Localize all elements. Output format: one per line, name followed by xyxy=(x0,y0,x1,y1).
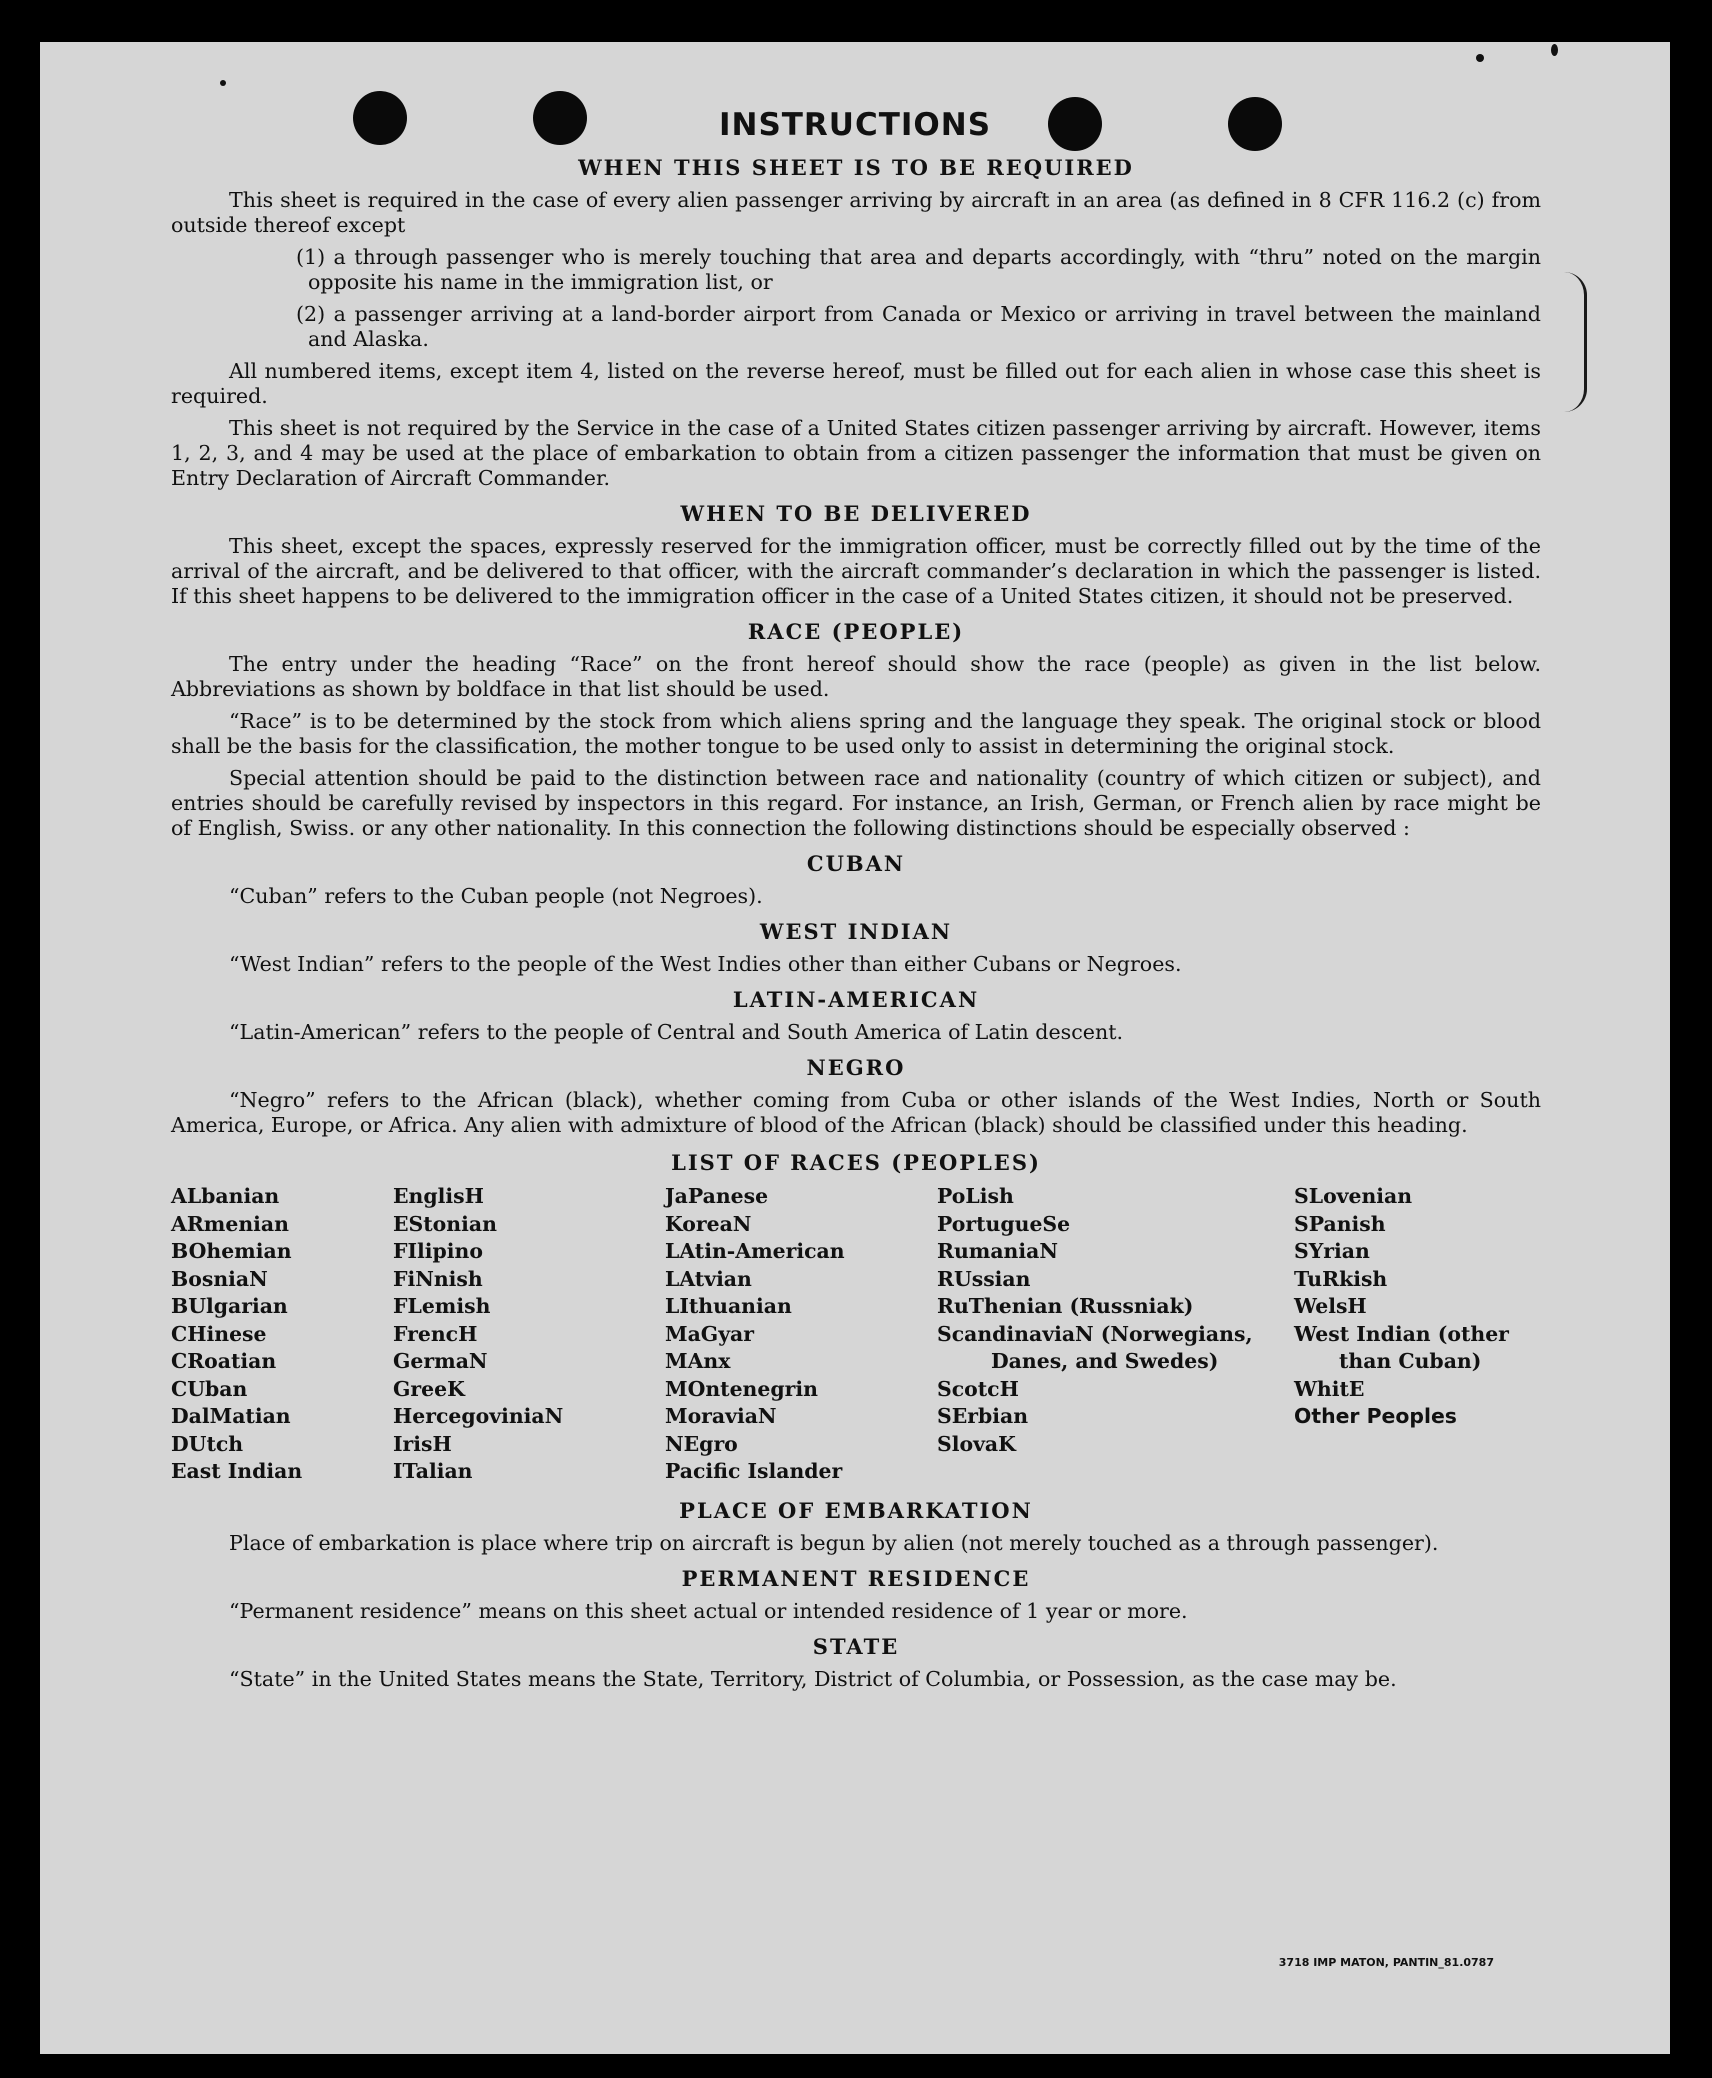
race-item: ScandinaviaN (Norwegians, Danes, and Swedes) xyxy=(937,1321,1253,1373)
paragraph: Place of embarkation is place where trip on aircraft is begun by alien (not merely touched as a through passenger). xyxy=(229,1530,1439,1555)
paragraph: “Latin-American” refers to the people of Central and South America of Latin descent. xyxy=(229,1020,1124,1044)
race-item: MaGyar xyxy=(665,1321,754,1346)
race-item: ScotcH xyxy=(937,1376,1019,1401)
race-item: MOntenegrin xyxy=(665,1376,818,1401)
heading-latin-american: LATIN-AMERICAN xyxy=(732,987,980,1012)
race-item: SYrian xyxy=(1294,1239,1370,1263)
paragraph: This sheet, except the spaces, expressly reserved for the immigration officer, must be correctly filled out by the time of the arrival of the aircraft, and be delivered to that officer, with the aircraft commander’s declaration in which the passenger is listed. If this sheet happens to be delivered to the immigration officer in the case of a United States citizen, it should not be preserved. xyxy=(171,534,1541,608)
race-item: LAtvian xyxy=(665,1266,752,1291)
heading-negro: NEGRO xyxy=(806,1055,906,1080)
race-item: EStonian xyxy=(393,1211,497,1236)
paragraph: “Permanent residence” means on this sheet actual or intended residence of 1 year or more. xyxy=(229,1598,1188,1623)
race-item: West Indian (other than Cuban) xyxy=(1294,1321,1509,1373)
race-item: CRoatian xyxy=(171,1349,277,1373)
race-item: MAnx xyxy=(665,1349,731,1373)
race-item: FIlipino xyxy=(393,1239,483,1263)
speck xyxy=(220,80,226,86)
heading-state: STATE xyxy=(812,1633,900,1659)
document-page xyxy=(40,42,1670,2054)
heading-when-required: WHEN THIS SHEET IS TO BE REQUIRED xyxy=(578,155,1134,180)
race-item: CHinese xyxy=(171,1321,267,1346)
race-item: BUlgarian xyxy=(171,1294,288,1318)
list-item: (2) a passenger arriving at a land-border airport from Canada or Mexico or arriving in travel between the mainland and Alaska. xyxy=(296,302,1541,351)
paragraph: “Race” is to be determined by the stock from which aliens spring and the language they speak. The original stock or blood shall be the basis for the classification, the mother tongue to be used only to assist in determining the original stock. xyxy=(171,709,1541,758)
race-item: SlovaK xyxy=(937,1431,1016,1456)
race-item: IrisH xyxy=(393,1431,452,1456)
heading-embarkation: PLACE OF EMBARKATION xyxy=(679,1497,1033,1523)
race-item: FrencH xyxy=(393,1321,478,1346)
list-item: (1) a through passenger who is merely touching that area and departs accordingly, with “thru” noted on the margin opposite his name in the immigration list, or xyxy=(296,245,1541,294)
handwritten-bracket xyxy=(1564,272,1587,412)
heading-list-of-races: LIST OF RACES (PEOPLES) xyxy=(671,1150,1041,1175)
race-item: PortugueSe xyxy=(937,1211,1071,1236)
speck xyxy=(1551,44,1558,56)
race-item: NEgro xyxy=(665,1431,738,1456)
paragraph: “Negro” refers to the African (black), whether coming from Cuba or other islands of the West Indies, North or South America, Europe, or Africa. Any alien with admixture of blood of the African (black) should be classified under this heading. xyxy=(171,1088,1541,1137)
races-column-2 xyxy=(393,1183,665,1486)
race-item: KoreaN xyxy=(665,1211,752,1236)
race-item: Pacific Islander xyxy=(665,1459,843,1483)
race-item: DalMatian xyxy=(171,1404,291,1428)
paragraph: “State” in the United States means the State, Territory, District of Columbia, or Possession, as the case may be. xyxy=(229,1666,1397,1691)
heading-race: RACE (PEOPLE) xyxy=(747,619,965,644)
race-item: SErbian xyxy=(937,1404,1029,1428)
race-item: BosniaN xyxy=(171,1266,268,1291)
races-column-5 xyxy=(1294,1183,1541,1486)
race-item: FLemish xyxy=(393,1294,491,1318)
race-item: ARmenian xyxy=(171,1211,289,1236)
race-item: RumaniaN xyxy=(937,1239,1058,1263)
races-column-4 xyxy=(937,1183,1294,1486)
paragraph: The entry under the heading “Race” on the front hereof should show the race (people) as given in the list below. Abbreviations as shown by boldface in that list should be used. xyxy=(171,652,1541,701)
paragraph: This sheet is not required by the Service in the case of a United States citizen passenger arriving by aircraft. However, items 1, 2, 3, and 4 may be used at the place of embarkation to obtain from a citizen passenger the information that must be given on Entry Declaration of Aircraft Commander. xyxy=(171,416,1541,490)
paragraph: “West Indian” refers to the people of the West Indies other than either Cubans or Negroes. xyxy=(229,952,1182,976)
race-item: WelsH xyxy=(1294,1294,1367,1318)
race-item: HercegoviniaN xyxy=(393,1404,564,1428)
races-column-3 xyxy=(665,1183,937,1486)
paragraph: Special attention should be paid to the distinction between race and nationality (country of which citizen or subject), and entries should be carefully revised by inspectors in this regard. For instance, an Irish, German, or French alien by race might be of English, Swiss. or any other nationality. In this connection the following distinctions should be especially observed : xyxy=(171,766,1541,840)
race-item: GreeK xyxy=(393,1376,465,1401)
race-item: CUban xyxy=(171,1376,248,1401)
race-item: GermaN xyxy=(393,1349,488,1373)
race-item: Other Peoples xyxy=(1294,1404,1457,1428)
race-item: East Indian xyxy=(171,1459,303,1483)
race-item: JaPanese xyxy=(665,1184,769,1208)
race-item: DUtch xyxy=(171,1431,244,1456)
race-item: FiNnish xyxy=(393,1266,483,1291)
speck xyxy=(1476,54,1484,62)
race-item: SPanish xyxy=(1294,1211,1386,1236)
race-item: WhitE xyxy=(1294,1376,1365,1401)
paragraph: All numbered items, except item 4, listed on the reverse hereof, must be filled out for each alien in whose case this sheet is required. xyxy=(171,359,1541,408)
race-item: MoraviaN xyxy=(665,1404,777,1428)
race-item: TuRkish xyxy=(1294,1266,1388,1291)
races-list xyxy=(171,1183,1541,1486)
heading-cuban: CUBAN xyxy=(806,851,906,876)
page-title: INSTRUCTIONS xyxy=(718,107,992,143)
paragraph: This sheet is required in the case of every alien passenger arriving by aircraft in an area (as defined in 8 CFR 116.2 (c) from outside thereof except xyxy=(171,188,1541,237)
race-item: PoLish xyxy=(937,1184,1014,1208)
race-item: RUssian xyxy=(937,1266,1031,1291)
race-item: ITalian xyxy=(393,1459,473,1483)
heading-west-indian: WEST INDIAN xyxy=(759,919,953,944)
heading-when-delivered: WHEN TO BE DELIVERED xyxy=(680,501,1032,526)
race-item: ALbanian xyxy=(171,1184,280,1208)
paragraph: “Cuban” refers to the Cuban people (not Negroes). xyxy=(229,884,763,908)
race-item: SLovenian xyxy=(1294,1184,1413,1208)
race-item: RuThenian (Russniak) xyxy=(937,1294,1194,1318)
race-item: BOhemian xyxy=(171,1239,292,1263)
race-item: LIthuanian xyxy=(665,1294,792,1318)
race-item: EnglisH xyxy=(393,1184,484,1208)
race-item: LAtin-American xyxy=(665,1239,845,1263)
heading-residence: PERMANENT RESIDENCE xyxy=(681,1565,1031,1591)
races-column-1 xyxy=(171,1183,393,1486)
printer-imprint: 3718 IMP MATON, PANTIN_81.0787 xyxy=(1278,1956,1494,1969)
instructions-body xyxy=(171,155,1541,1699)
